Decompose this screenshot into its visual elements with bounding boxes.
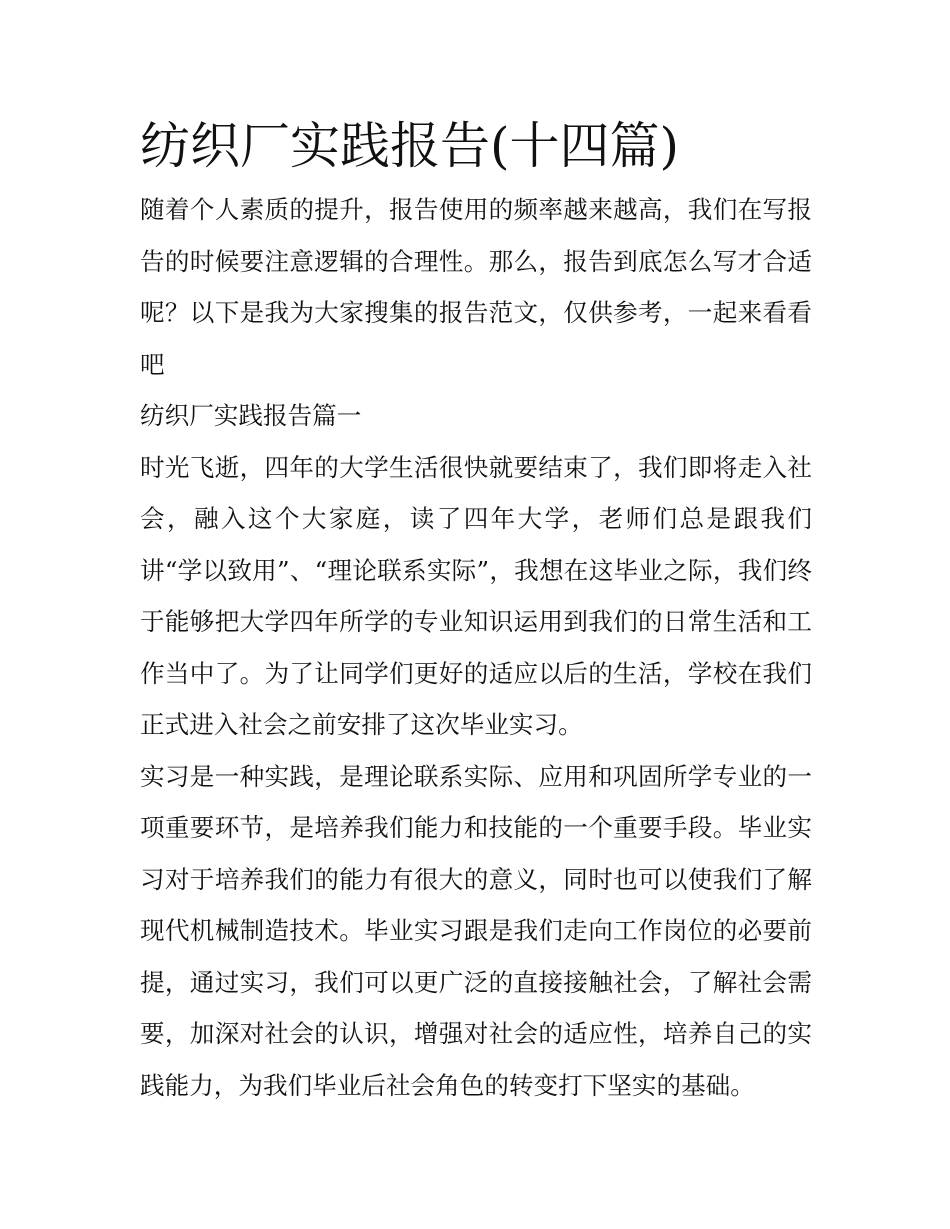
body-paragraph: 实习是一种实践，是理论联系实际、应用和巩固所学专业的一项重要环节，是培养我们能力和技能的一个重要手段。毕业实习对于培养我们的能力有很大的意义，同时也可以使我们了解现代机械制造技术。毕业实习跟是我们走向工作岗位的必要前提，通过实习，我们可以更广泛的直接接触社会，了解社会需要，加深对社会的认识，增强对社会的适应性，培养自己的实践能力，为我们毕业后社会角色的转变打下坚实的基础。 [140,761,812,1100]
body-paragraph: 时光飞逝，四年的大学生活很快就要结束了，我们即将走入社会，融入这个大家庭，读了四年大学，老师们总是跟我们讲“学以致用”、“理论联系实际”，我想在这毕业之际，我们终于能够把大学四年所学的专业知识运用到我们的日常生活和工作当中了。为了让同学们更好的适应以后的生活，学校在我们正式进入社会之前安排了这次毕业实习。 [140,452,812,739]
section-heading: 纺织厂实践报告篇一 [140,401,362,430]
document-title: 纺织厂实践报告(十四篇) [140,117,680,175]
document-page [140,108,812,1111]
intro-paragraph: 随着个人素质的提升，报告使用的频率越来越高，我们在写报告的时候要注意逻辑的合理性。那么，报告到底怎么写才合适呢？以下是我为大家搜集的报告范文，仅供参考，一起来看看吧 [140,195,812,379]
